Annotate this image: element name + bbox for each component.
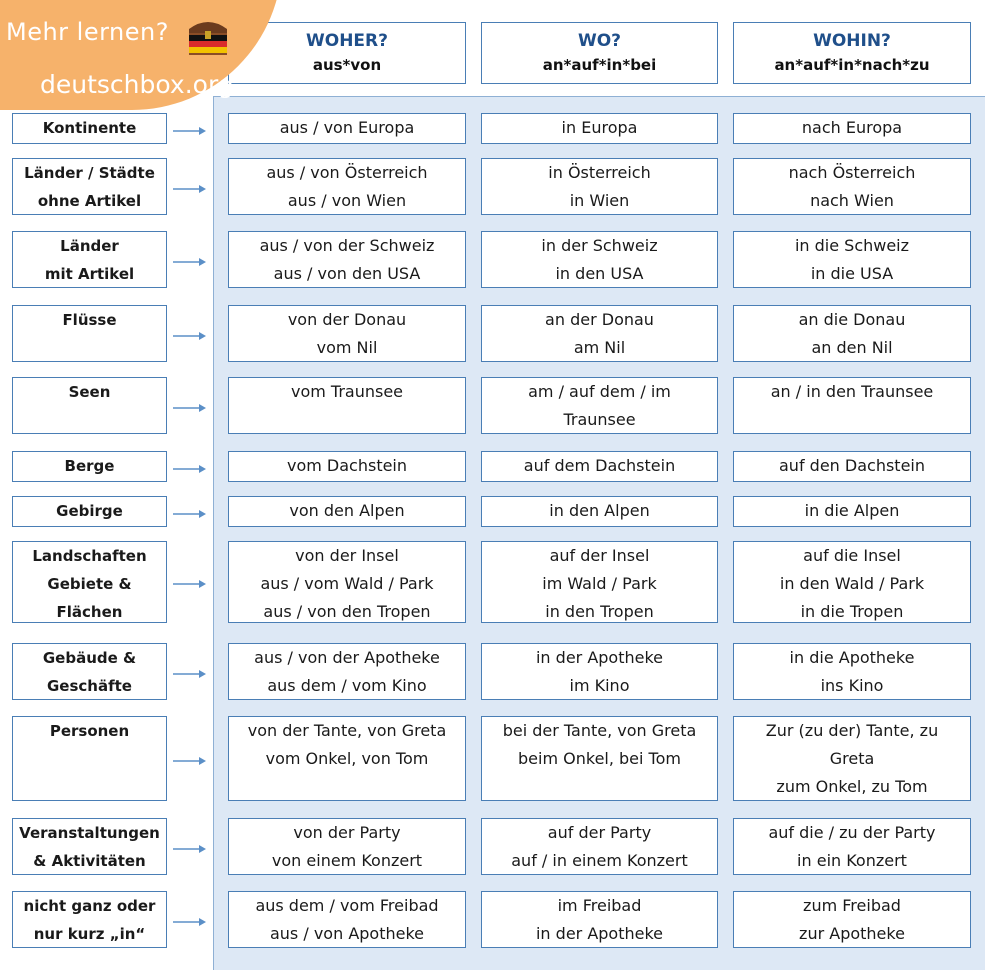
cell-text: ins Kino [820,676,884,695]
cell-text: in der Apotheke [535,648,664,667]
cell-wo [481,158,718,215]
row-label [12,496,167,527]
cell-text: in Wien [569,191,630,210]
cell-text: aus / von der Schweiz [259,236,435,255]
cell-text: beim Onkel, bei Tom [518,749,681,768]
row-label [12,231,167,288]
row-label-text: ohne Artikel [37,192,142,210]
cell-text: auf / in einem Konzert [511,851,688,870]
cell-text: von den Alpen [289,501,405,520]
cell-woher [228,818,466,875]
cell-text: aus / von Europa [279,118,415,137]
cell-text: an / in den Traunsee [770,382,934,401]
cell-text: auf die Insel [803,546,901,565]
row-label-text: Gebiete & [47,575,132,593]
cell-wo [481,305,718,362]
cell-woher [228,496,466,527]
cell-woher [228,377,466,434]
row-label-text: nur kurz „in“ [33,925,146,943]
cell-text: in der Apotheke [535,924,664,943]
cell-text: Traunsee [563,410,636,429]
cell-text: zum Onkel, zu Tom [776,777,928,796]
cell-woher [228,643,466,700]
arrow-right-icon [173,257,207,267]
cell-woher [228,231,466,288]
row-label [12,541,167,623]
badge-headline: Mehr lernen? [6,18,169,46]
cell-text: aus / von Apotheke [269,924,424,943]
cell-text: von der Tante, von Greta [247,721,447,740]
cell-wo [481,541,718,623]
cell-text: Zur (zu der) Tante, zu [765,721,939,740]
row-label [12,818,167,875]
row-label-text: Landschaften [32,547,147,565]
cell-text: in die Tropen [800,602,904,621]
cell-text: am / auf dem / im [528,382,671,401]
arrow-right-icon [173,917,207,927]
row-label [12,158,167,215]
cell-wohin [733,891,971,948]
arrow-right-icon [173,756,207,766]
cell-wo [481,231,718,288]
cell-text: auf der Party [547,823,652,842]
cell-woher [228,113,466,144]
column-header-prepositions: an*auf*in*bei [542,56,657,74]
column-header-title: WOHER? [306,31,388,51]
cell-wo [481,716,718,801]
cell-text: vom Nil [316,338,378,357]
cell-text: von einem Konzert [271,851,423,870]
row-label-text: Berge [64,457,115,475]
arrow-right-icon [173,464,207,474]
arrow-right-icon [173,126,207,136]
row-label-text: Flüsse [62,311,117,329]
cell-text: in Österreich [548,163,651,182]
cell-text: nach Wien [810,191,894,210]
row-label-text: Länder [60,237,119,255]
cell-text: in Europa [561,118,638,137]
cell-woher [228,305,466,362]
row-label-text: Flächen [56,603,123,621]
column-header-prepositions: an*auf*in*nach*zu [774,56,930,74]
row-label-text: & Aktivitäten [33,852,146,870]
cell-wohin [733,158,971,215]
cell-text: auf die / zu der Party [768,823,936,842]
cell-wo [481,451,718,482]
row-label-text: nicht ganz oder [23,897,156,915]
cell-text: in den Wald / Park [779,574,925,593]
cell-wo [481,643,718,700]
cell-wohin [733,541,971,623]
cell-text: aus / von Österreich [266,163,428,182]
row-label-text: Gebäude & [42,649,137,667]
cell-wohin [733,231,971,288]
cell-text: in den USA [555,264,644,283]
cell-text: im Wald / Park [542,574,657,593]
cell-woher [228,541,466,623]
arrow-right-icon [173,331,207,341]
arrow-right-icon [173,184,207,194]
cell-wo [481,113,718,144]
column-header-title: WOHIN? [813,31,891,51]
cell-text: vom Dachstein [286,456,408,475]
row-label-text: Gebirge [56,502,123,520]
cell-woher [228,451,466,482]
row-label-text: Kontinente [42,119,137,137]
cell-wohin [733,305,971,362]
cell-wohin [733,496,971,527]
cell-text: aus / von den Tropen [263,602,431,621]
row-label [12,891,167,948]
cell-text: aus / vom Wald / Park [260,574,434,593]
row-label [12,377,167,434]
arrow-right-icon [173,403,207,413]
cell-text: in die USA [810,264,894,283]
cell-text: nach Europa [801,118,903,137]
cell-woher [228,158,466,215]
cell-text: auf dem Dachstein [523,456,676,475]
row-label-text: Personen [49,722,130,740]
row-label [12,716,167,801]
cell-text: zur Apotheke [799,924,905,943]
cell-wo [481,377,718,434]
cell-text: bei der Tante, von Greta [502,721,697,740]
cell-wo [481,891,718,948]
row-label-text: Länder / Städte [24,164,155,182]
row-label-text: mit Artikel [44,265,135,283]
column-header-title: WO? [577,31,622,51]
cell-wohin [733,643,971,700]
treasure-chest-icon [185,15,231,57]
cell-text: am Nil [573,338,626,357]
cell-text: Greta [829,749,875,768]
cell-text: vom Traunsee [290,382,404,401]
cell-wo [481,496,718,527]
cell-text: an der Donau [545,310,654,329]
cell-text: von der Donau [287,310,407,329]
cell-text: von der Insel [295,546,399,565]
cell-text: in den Tropen [545,602,654,621]
row-label [12,643,167,700]
cell-text: nach Österreich [788,163,916,182]
row-label-text: Seen [68,383,111,401]
row-label-text: Geschäfte [47,677,132,695]
cell-text: auf den Dachstein [779,456,925,475]
cell-wohin [733,818,971,875]
cell-text: an den Nil [811,338,893,357]
cell-text: in die Alpen [804,501,900,520]
cell-text: in die Apotheke [789,648,915,667]
cell-wo [481,818,718,875]
cell-wohin [733,451,971,482]
cell-text: zum Freibad [803,896,901,915]
row-label-text: Veranstaltungen [19,824,160,842]
cell-text: aus / von Wien [287,191,407,210]
arrow-right-icon [173,509,207,519]
arrow-right-icon [173,579,207,589]
badge-website: deutschbox.org [40,70,234,99]
column-header-wohin [733,22,971,84]
cell-text: aus dem / vom Freibad [255,896,439,915]
cell-text: in ein Konzert [797,851,907,870]
arrow-right-icon [173,844,207,854]
cell-text: von der Party [293,823,401,842]
cell-wohin [733,716,971,801]
cell-text: in den Alpen [549,501,650,520]
cell-text: im Kino [569,676,630,695]
cell-woher [228,891,466,948]
cell-woher [228,716,466,801]
cell-text: im Freibad [557,896,642,915]
column-header-wo [481,22,718,84]
cell-text: auf der Insel [549,546,650,565]
cell-text: aus / von den USA [273,264,421,283]
cell-text: an die Donau [798,310,906,329]
row-label [12,451,167,482]
promo-badge[interactable] [0,0,282,110]
cell-text: in die Schweiz [794,236,910,255]
cell-text: aus dem / vom Kino [267,676,427,695]
arrow-right-icon [173,669,207,679]
cell-text: vom Onkel, von Tom [265,749,429,768]
cell-wohin [733,113,971,144]
cell-text: in der Schweiz [541,236,658,255]
cell-text: aus / von der Apotheke [254,648,440,667]
cell-wohin [733,377,971,434]
row-label [12,113,167,144]
column-header-prepositions: aus*von [312,56,382,74]
row-label [12,305,167,362]
